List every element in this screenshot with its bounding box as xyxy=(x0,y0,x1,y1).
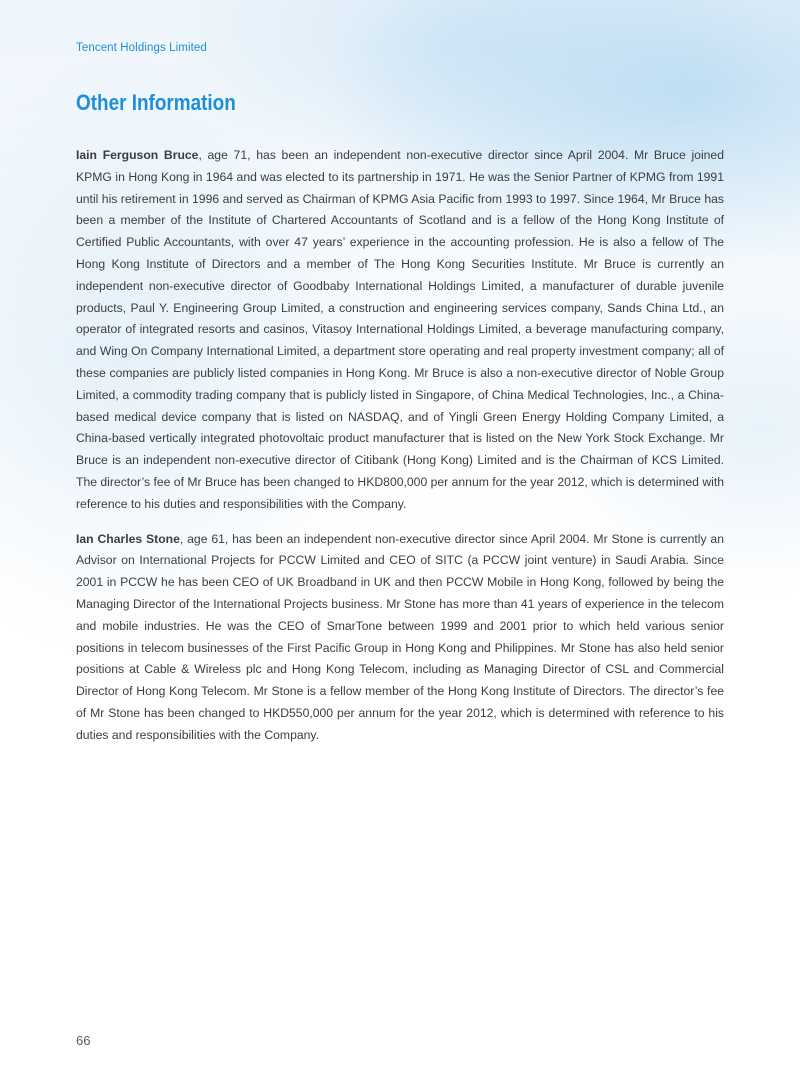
bio-text: , age 61, has been an independent non-executive director since April 2004. Mr Stone is currently an Advisor on International Projects for PCCW Limited and CEO of SITC (a PCCW joint venture) in Saudi Arabia. Since 2001 in PCCW he has been CEO of UK Broadband in UK and then PCCW Mobile in Hong Kong, followed by being the Managing Director of the International Projects business. Mr Stone has more than 41 years of experience in the telecom and mobile industries. He was the CEO of SmarTone between 1999 and 2001 prior to which held various senior positions in telecom businesses of the First Pacific Group in Hong Kong and Philippines. Mr Stone has also held senior positions at Cable & Wireless plc and Hong Kong Telecom, including as Managing Director of CSL and Commercial Director of Hong Kong Telecom. Mr Stone is a fellow member of the Hong Kong Institute of Directors. The director’s fee of Mr Stone has been changed to HKD550,000 per annum for the year 2012, which is determined with reference to his duties and responsibilities with the Company. xyxy=(76,531,724,742)
bio-content xyxy=(76,145,724,760)
section-title: Other Information xyxy=(76,90,236,115)
bio-paragraph-bruce xyxy=(76,145,724,516)
company-header: Tencent Holdings Limited xyxy=(76,42,207,54)
bio-text: , age 71, has been an independent non-executive director since April 2004. Mr Bruce joined KPMG in Hong Kong in 1964 and was elected to its partnership in 1971. He was the Senior Partner of KPMG from 1991 until his retirement in 1996 and served as Chairman of KPMG Asia Pacific from 1993 to 1997. Since 1964, Mr Bruce has been a member of the Institute of Chartered Accountants of Scotland and is a fellow of the Hong Kong Institute of Certified Public Accountants, with over 47 years’ experience in the accounting profession. He is also a fellow of The Hong Kong Institute of Directors and a member of The Hong Kong Securities Institute. Mr Bruce is currently an independent non-executive director of Goodbaby International Holdings Limited, a manufacturer of durable juvenile products, Paul Y. Engineering Group Limited, a construction and engineering services company, Sands China Ltd., an operator of integrated resorts and casinos, Vitasoy International Holdings Limited, a beverage manufacturing company, and Wing On Company International Limited, a department store operating and real property investment company; all of these companies are publicly listed companies in Hong Kong. Mr Bruce is also a non-executive director of Noble Group Limited, a commodity trading company that is publicly listed in Singapore, of China Medical Technologies, Inc., a China-based medical device company that is listed on NASDAQ, and of Yingli Green Energy Holding Company Limited, a China-based vertically integrated photovoltaic product manufacturer that is listed on the New York Stock Exchange. Mr Bruce is an independent non-executive director of Citibank (Hong Kong) Limited and is the Chairman of KCS Limited. The director’s fee of Mr Bruce has been changed to HKD800,000 per annum for the year 2012, which is determined with reference to his duties and responsibilities with the Company. xyxy=(76,148,724,511)
bio-name: Iain Ferguson Bruce xyxy=(76,148,199,162)
page-number: 66 xyxy=(76,1033,91,1048)
bio-paragraph-stone xyxy=(76,529,724,747)
bio-name: Ian Charles Stone xyxy=(76,531,180,546)
